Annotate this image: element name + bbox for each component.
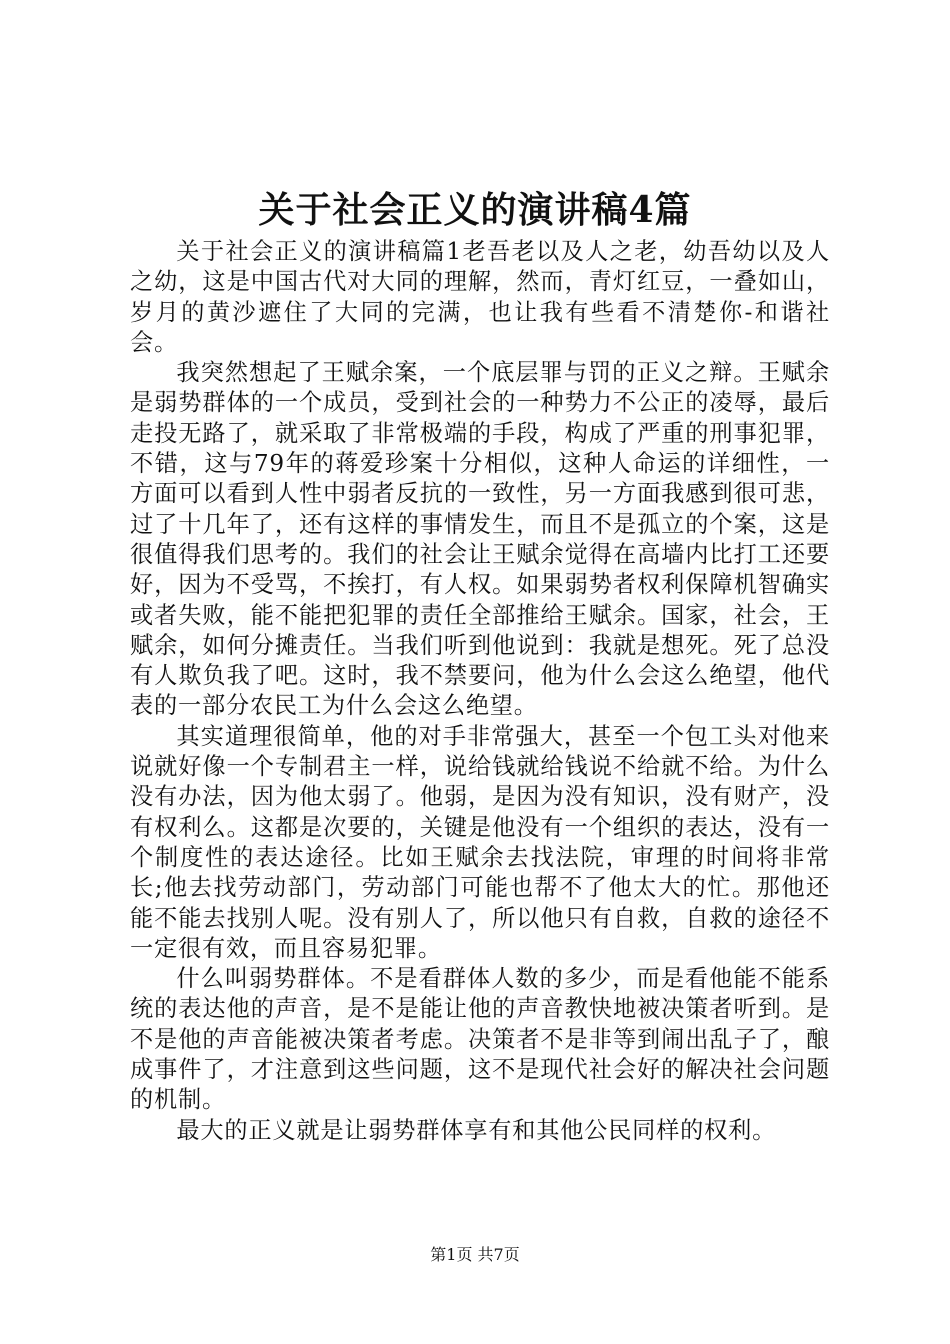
paragraph-2: 我突然想起了王赋余案，一个底层罪与罚的正义之辩。王赋余是弱势群体的一个成员，受到社会的一种势力不公正的凌辱，最后走投无路了，就采取了非常极端的手段，构成了严重的刑事犯罪，不错，这与79年的蒋爱珍案十分相似，这种人命运的详细性，一方面可以看到人性中弱者反抗的一致性，另一方面我感到很可悲，过了十几年了，还有这样的事情发生，而且不是孤立的个案，这是很值得我们思考的。我们的社会让王赋余觉得在高墙内比打工还要好，因为不受骂，不挨打，有人权。如果弱势者权利保障机智确实或者失败，能不能把犯罪的责任全部推给王赋余。国家，社会，王赋余，如何分摊责任。当我们听到他说到：我就是想死。死了总没有人欺负我了吧。这时，我不禁要问，他为什么会这么绝望，他代表的一部分农民工为什么会这么绝望。 <box>130 359 830 720</box>
paragraph-5: 最大的正义就是让弱势群体享有和其他公民同样的权利。 <box>176 1116 777 1144</box>
paragraph-1: 关于社会正义的演讲稿篇1老吾老以及人之老，幼吾幼以及人之幼，这是中国古代对大同的理解，然而，青灯红豆，一叠如山，岁月的黄沙遮住了大同的完满，也让我有些看不清楚你-和谐社会。 <box>130 238 830 356</box>
paragraph-4: 什么叫弱势群体。不是看群体人数的多少，而是看他能不能系统的表达他的声音，是不是能让他的声音教快地被决策者听到。是不是他的声音能被决策者考虑。决策者不是非等到闹出乱子了，酿成事件了，才注意到这些问题，这不是现代社会好的解决社会问题的机制。 <box>130 965 830 1114</box>
page-footer: 第1页 共7页 <box>430 1245 520 1264</box>
paragraph-3: 其实道理很简单，他的对手非常强大，甚至一个包工头对他来说就好像一个专制君主一样，说给钱就给钱说不给就不给。为什么没有办法，因为他太弱了。他弱，是因为没有知识，没有财产，没有权利么。这都是次要的，关键是他没有一个组织的表达，没有一个制度性的表达途径。比如王赋余去找法院，审理的时间将非常长;他去找劳动部门，劳动部门可能也帮不了他太大的忙。那他还能不能去找别人呢。没有别人了，所以他只有自救，自救的途径不一定很有效，而且容易犯罪。 <box>130 722 830 962</box>
document-body <box>130 237 830 1146</box>
document-title: 关于社会正义的演讲稿4篇 <box>258 189 692 231</box>
